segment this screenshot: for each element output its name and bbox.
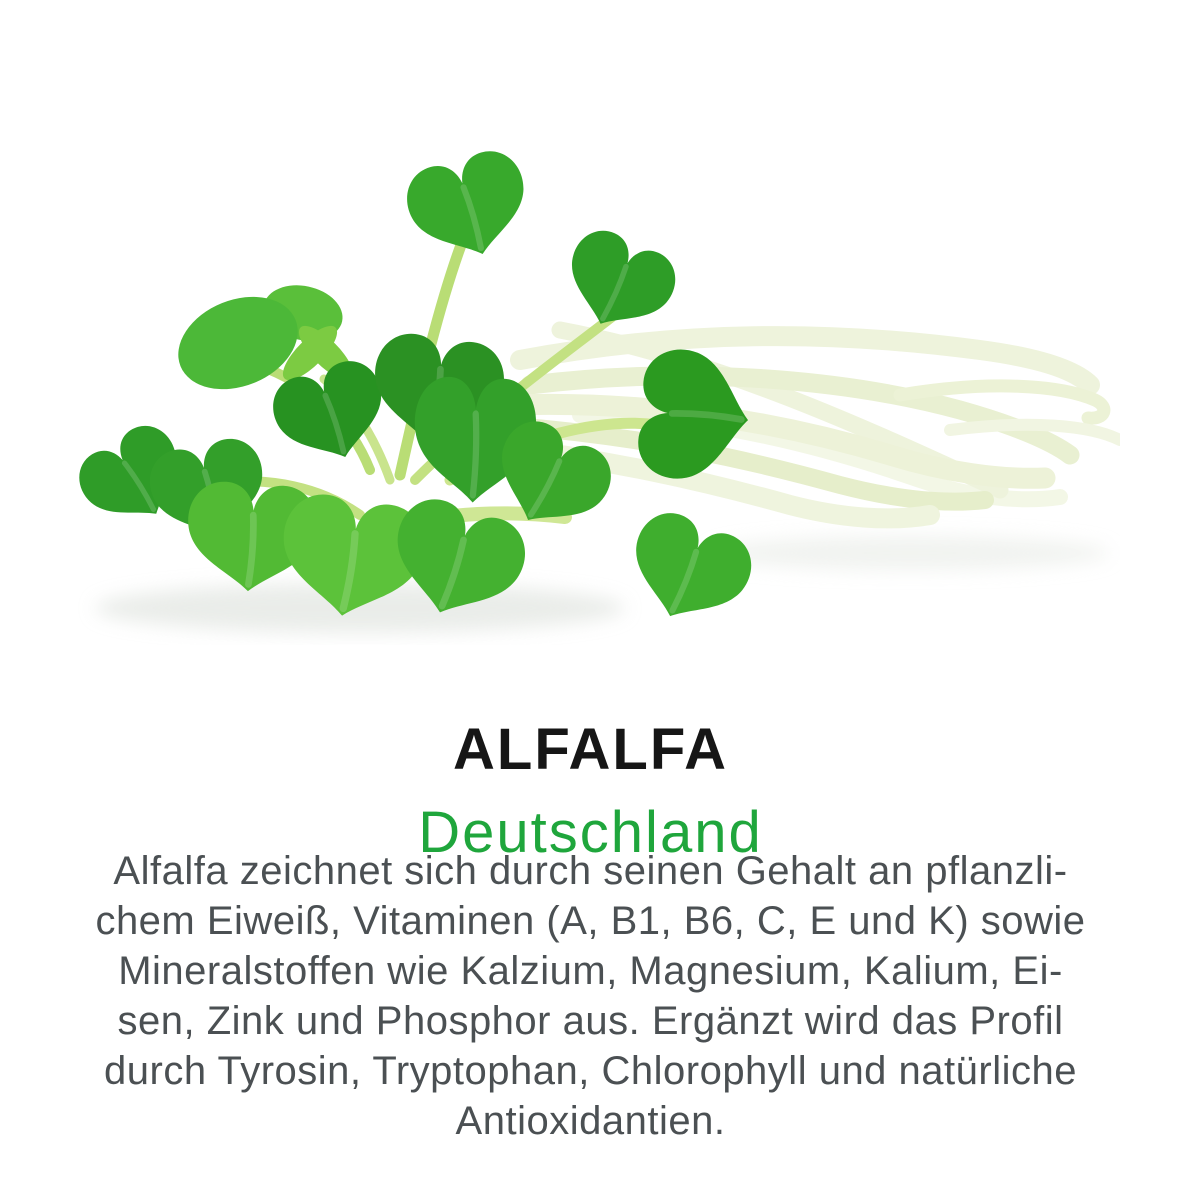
description-line: chem Eiweiß, Vitaminen (A, B1, B6, C, E und K) sowie [95,899,1086,943]
description-line: Antioxidantien. [455,1099,726,1143]
product-description [0,846,1181,1146]
description-line: durch Tyrosin, Tryptophan, Chlorophyll und natürliche [104,1049,1077,1093]
description-line: Mineralstoffen wie Kalzium, Magnesium, Kalium, Ei- [118,949,1063,993]
alfalfa-sprouts-illustration [60,85,1120,645]
product-name-heading: ALFALFA [453,716,728,782]
description-line: Alfalfa zeichnet sich durch seinen Gehalt an pflanzli- [113,849,1068,893]
product-origin-subheading: Deutschland [418,800,763,866]
product-photo [60,85,1120,645]
description-line: sen, Zink und Phosphor aus. Ergänzt wird das Profil [117,999,1064,1043]
